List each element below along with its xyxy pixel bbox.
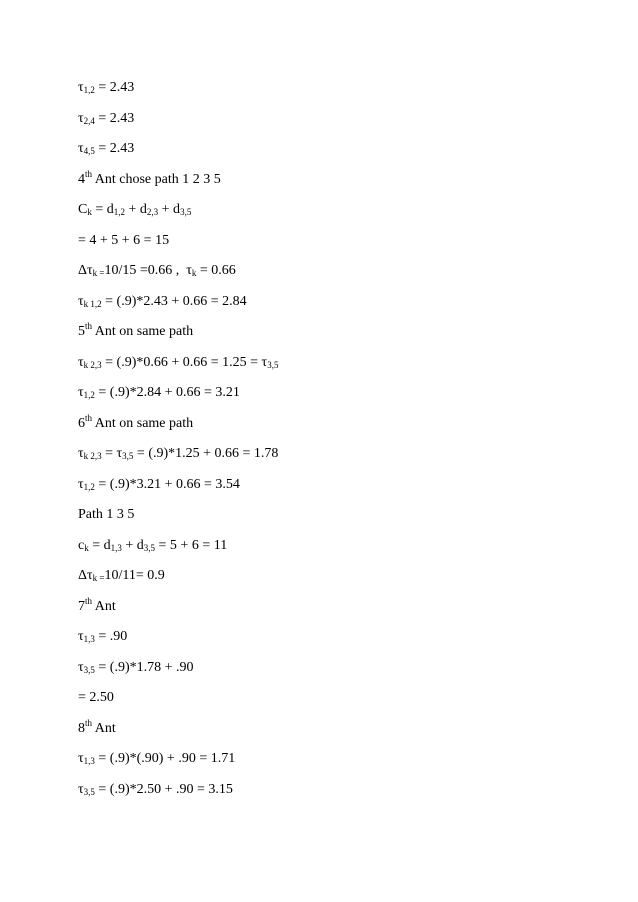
superscript: th [85, 595, 93, 606]
subscript: 1,3 [83, 756, 95, 766]
text-run: = d [91, 202, 114, 217]
text-line [78, 262, 236, 280]
text-line [78, 323, 193, 341]
subscript: k = [92, 573, 105, 583]
text-run: τ [78, 446, 84, 461]
text-line [78, 293, 247, 311]
text-line [78, 110, 134, 128]
text-run: 7 [78, 598, 85, 614]
text-line [78, 659, 194, 677]
subscript: 3,5 [180, 207, 192, 217]
subscript: k 2,3 [83, 451, 102, 461]
subscript: 3,5 [143, 542, 156, 553]
text-run: + d [125, 202, 147, 217]
text-run: = (.9)*2.84 + 0.66 = 3.21 [94, 385, 240, 400]
text-run: Ant [92, 720, 116, 736]
subscript: 1,3 [110, 542, 122, 553]
text-run: = d [88, 537, 111, 553]
text-line [78, 79, 134, 97]
subscript: k [87, 207, 92, 217]
text-run: = 2.43 [94, 80, 135, 95]
text-line [78, 506, 134, 524]
text-run: 10/15 =0.66 , τ [104, 263, 192, 278]
subscript: 2,4 [83, 115, 95, 126]
text-run: Δτ [78, 568, 93, 583]
subscript: 3,5 [122, 451, 134, 461]
subscript: 3,5 [83, 664, 95, 675]
subscript: 1,3 [83, 634, 95, 644]
text-run: τ [78, 476, 84, 492]
text-run: τ [78, 293, 84, 309]
text-run: = .90 [94, 629, 128, 644]
subscript: k [84, 542, 89, 553]
text-line [78, 689, 114, 707]
text-line [78, 412, 194, 433]
text-line [78, 781, 233, 799]
text-run: = 0.66 [196, 263, 236, 278]
text-run: 4 [78, 171, 85, 187]
text-run: Ant on same path [92, 415, 194, 431]
superscript: th [85, 168, 93, 179]
text-run: 5 [78, 324, 85, 339]
text-line [78, 717, 116, 738]
text-run: 8 [78, 720, 85, 736]
text-run: + d [158, 202, 181, 217]
text-line [78, 628, 127, 646]
text-run: 6 [78, 415, 85, 431]
text-line [78, 476, 240, 494]
text-run: τ [78, 80, 84, 95]
superscript: th [85, 717, 93, 728]
text-run: Ant chose path 1 2 3 5 [92, 171, 221, 187]
subscript: 4,5 [83, 146, 95, 156]
superscript: th [85, 412, 93, 423]
text-run: 10/11= 0.9 [104, 568, 165, 583]
text-line [78, 384, 240, 402]
text-line [78, 140, 134, 158]
text-run: τ [78, 110, 84, 126]
text-run: = (.9)*3.21 + 0.66 = 3.54 [94, 476, 240, 492]
text-run: Δτ [78, 263, 93, 278]
text-run: = 5 + 6 = 11 [155, 537, 228, 553]
subscript: 2,3 [146, 207, 159, 217]
subscript: 1,2 [83, 390, 95, 400]
subscript: k [191, 268, 197, 278]
text-line [78, 232, 169, 250]
text-line [78, 168, 221, 189]
text-run: τ [78, 781, 84, 797]
superscript: th [85, 321, 93, 331]
text-run: = (.9)*2.43 + 0.66 = 2.84 [101, 293, 247, 309]
text-run: τ [78, 141, 84, 156]
subscript: 3,5 [267, 359, 279, 370]
text-run: = (.9)*1.25 + 0.66 = 1.78 [133, 446, 279, 461]
text-line [78, 445, 278, 463]
subscript: 1,2 [83, 85, 95, 95]
text-run: τ [78, 751, 84, 766]
text-run: τ [78, 354, 84, 370]
subscript: 3,5 [83, 786, 95, 797]
text-run: Path 1 3 5 [78, 507, 135, 522]
text-line [78, 201, 191, 219]
subscript: 1,2 [113, 207, 125, 217]
text-line [78, 595, 116, 616]
text-run: + d [121, 537, 144, 553]
text-run: = (.9)*1.78 + .90 [94, 659, 194, 675]
subscript: 1,2 [83, 481, 95, 492]
subscript: k 1,2 [83, 298, 102, 309]
text-run: c [78, 537, 85, 553]
text-run: = (.9)*2.50 + .90 = 3.15 [94, 781, 233, 797]
text-line [78, 750, 235, 768]
text-line [78, 567, 165, 585]
text-run: = 4 + 5 + 6 = 15 [78, 232, 170, 248]
text-run: = 2.43 [94, 141, 135, 156]
text-run: = 2.43 [94, 110, 135, 126]
text-run: Ant on same path [92, 324, 194, 339]
text-run: τ [78, 385, 84, 400]
text-run: C [78, 202, 88, 217]
text-run: = (.9)*0.66 + 0.66 = 1.25 = τ [101, 354, 268, 370]
text-line [78, 354, 278, 372]
text-run: τ [78, 659, 84, 675]
subscript: k = [92, 268, 105, 278]
text-run: Ant [92, 598, 116, 614]
text-run: = 2.50 [78, 690, 114, 705]
subscript: k 2,3 [83, 359, 102, 370]
text-run: = (.9)*(.90) + .90 = 1.71 [94, 751, 236, 766]
text-run: τ [78, 629, 84, 644]
text-run: = τ [101, 446, 123, 461]
text-line [78, 537, 227, 555]
